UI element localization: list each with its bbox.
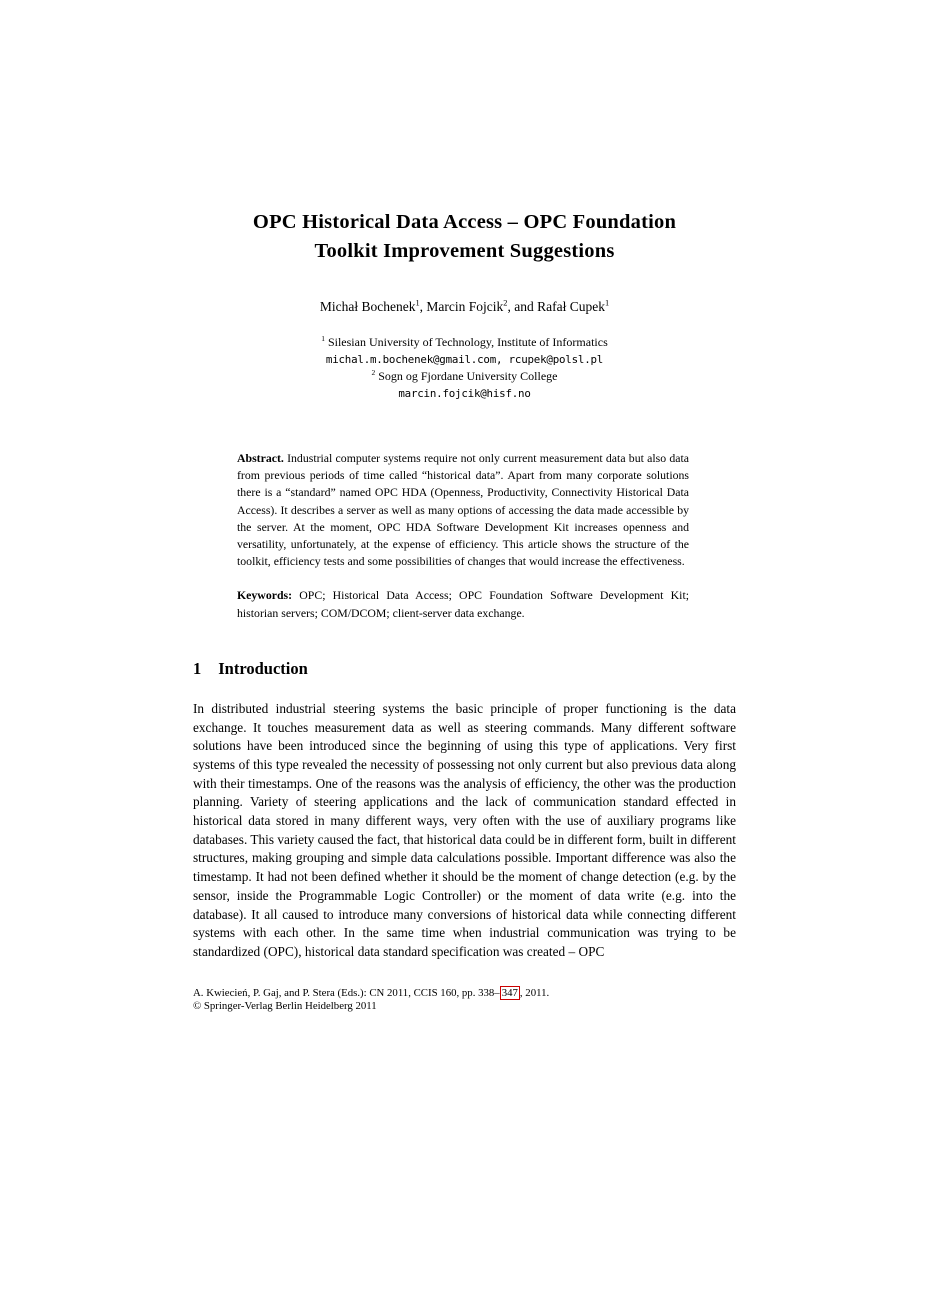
- affiliation-2-mark: 2: [371, 368, 376, 377]
- affiliation-1-emails: michal.m.bochenek@gmail.com, rcupek@polsl.pl: [325, 353, 604, 366]
- keywords-label: Keywords:: [237, 588, 293, 603]
- footer-citation-tail: , 2011.: [519, 986, 550, 999]
- abstract-block: [237, 450, 689, 570]
- title-line-2: Toolkit Improvement Suggestions: [314, 240, 615, 262]
- author-3: Rafał Cupek: [537, 299, 605, 314]
- author-2-affiliation-mark: 2: [503, 298, 508, 308]
- section-title: Introduction: [218, 658, 308, 678]
- affiliation-2-email: marcin.fojcik@hisf.no: [398, 387, 531, 400]
- affiliation-2: [193, 368, 736, 385]
- section-heading: [193, 659, 736, 679]
- author-2: Marcin Fojcik: [426, 299, 504, 314]
- affiliation-1: [193, 334, 736, 351]
- keywords-block: [237, 587, 689, 621]
- affiliations-block: [193, 334, 736, 402]
- title-line-1: OPC Historical Data Access – OPC Foundation: [252, 211, 677, 233]
- footer-citation-line: [193, 987, 736, 1001]
- affiliation-1-text: Silesian University of Technology, Institute of Informatics: [327, 335, 608, 349]
- footer-citation-text: A. Kwiecień, P. Gaj, and P. Stera (Eds.): CN 2011, CCIS 160, pp. 338–: [193, 986, 500, 999]
- page-footer: [193, 987, 736, 1014]
- author-1: Michał Bochenek: [319, 299, 416, 314]
- footer-copyright-line: © Springer-Verlag Berlin Heidelberg 2011: [193, 1000, 377, 1013]
- author-3-affiliation-mark: 1: [604, 298, 610, 308]
- affiliation-2-text: Sogn og Fjordane University College: [378, 369, 558, 383]
- content-column: [193, 0, 736, 1014]
- section-number: 1: [193, 658, 202, 678]
- affiliation-1-mark: 1: [321, 334, 325, 343]
- keywords-text: OPC; Historical Data Access; OPC Foundation Software Development Kit; historian servers; COM/DCOM; client-server data exchange.: [237, 588, 690, 620]
- paper-title: [193, 208, 736, 266]
- abstract-text: Industrial computer systems require not only current measurement data but also data from previous periods of time called “historical data”. Apart from many corporate solutions there is a “standard” named OPC HDA (Openness, Productivity, Connectivity Historical Data Access). It describes a server as well as many options of accessing the data made accessible by the server. At the moment, OPC HDA Software Development Kit increases openness and versatility, unfortunately, at the expense of efficiency. This article shows the structure of the toolkit, efficiency tests and some possibilities of changes that would increase the effectiveness.: [237, 451, 689, 569]
- footer-page-link[interactable]: 347: [501, 986, 518, 999]
- introduction-paragraph: In distributed industrial steering systems the basic principle of proper functioning is the data exchange. It touches measurement data as well as steering commands. Many different software solutions have been introduced since the beginning of using this type of applications. Very first systems of this type revealed the necessity of possessing not only current but also previous data along with their timestamps. One of the reasons was the analysis of efficiency, the other was the production planning. Variety of steering applications and the lack of communication standard effected in historical data stored in many different ways, very often with the use of auxiliary programs like databases. This variety caused the fact, that historical data could be in different form, built in different structures, making grouping and simple data calculations possible. Important difference was also the timestamp. It had not been defined whether it should be the moment of change detection (e.g. by the sensor, inside the Programmable Logic Controller) or the moment of data write (e.g. into the database). It all caused to introduce many conversions of historical data while connecting different systems with each other. In the same time when industrial communication was trying to be standardized (OPC), historical data standard specification was created – OPC: [193, 700, 736, 959]
- authors-line: [193, 299, 736, 315]
- author-separator-2: , and: [507, 299, 538, 314]
- abstract-label: Abstract.: [237, 451, 284, 465]
- author-separator-1: ,: [419, 299, 427, 314]
- author-1-affiliation-mark: 1: [415, 298, 420, 308]
